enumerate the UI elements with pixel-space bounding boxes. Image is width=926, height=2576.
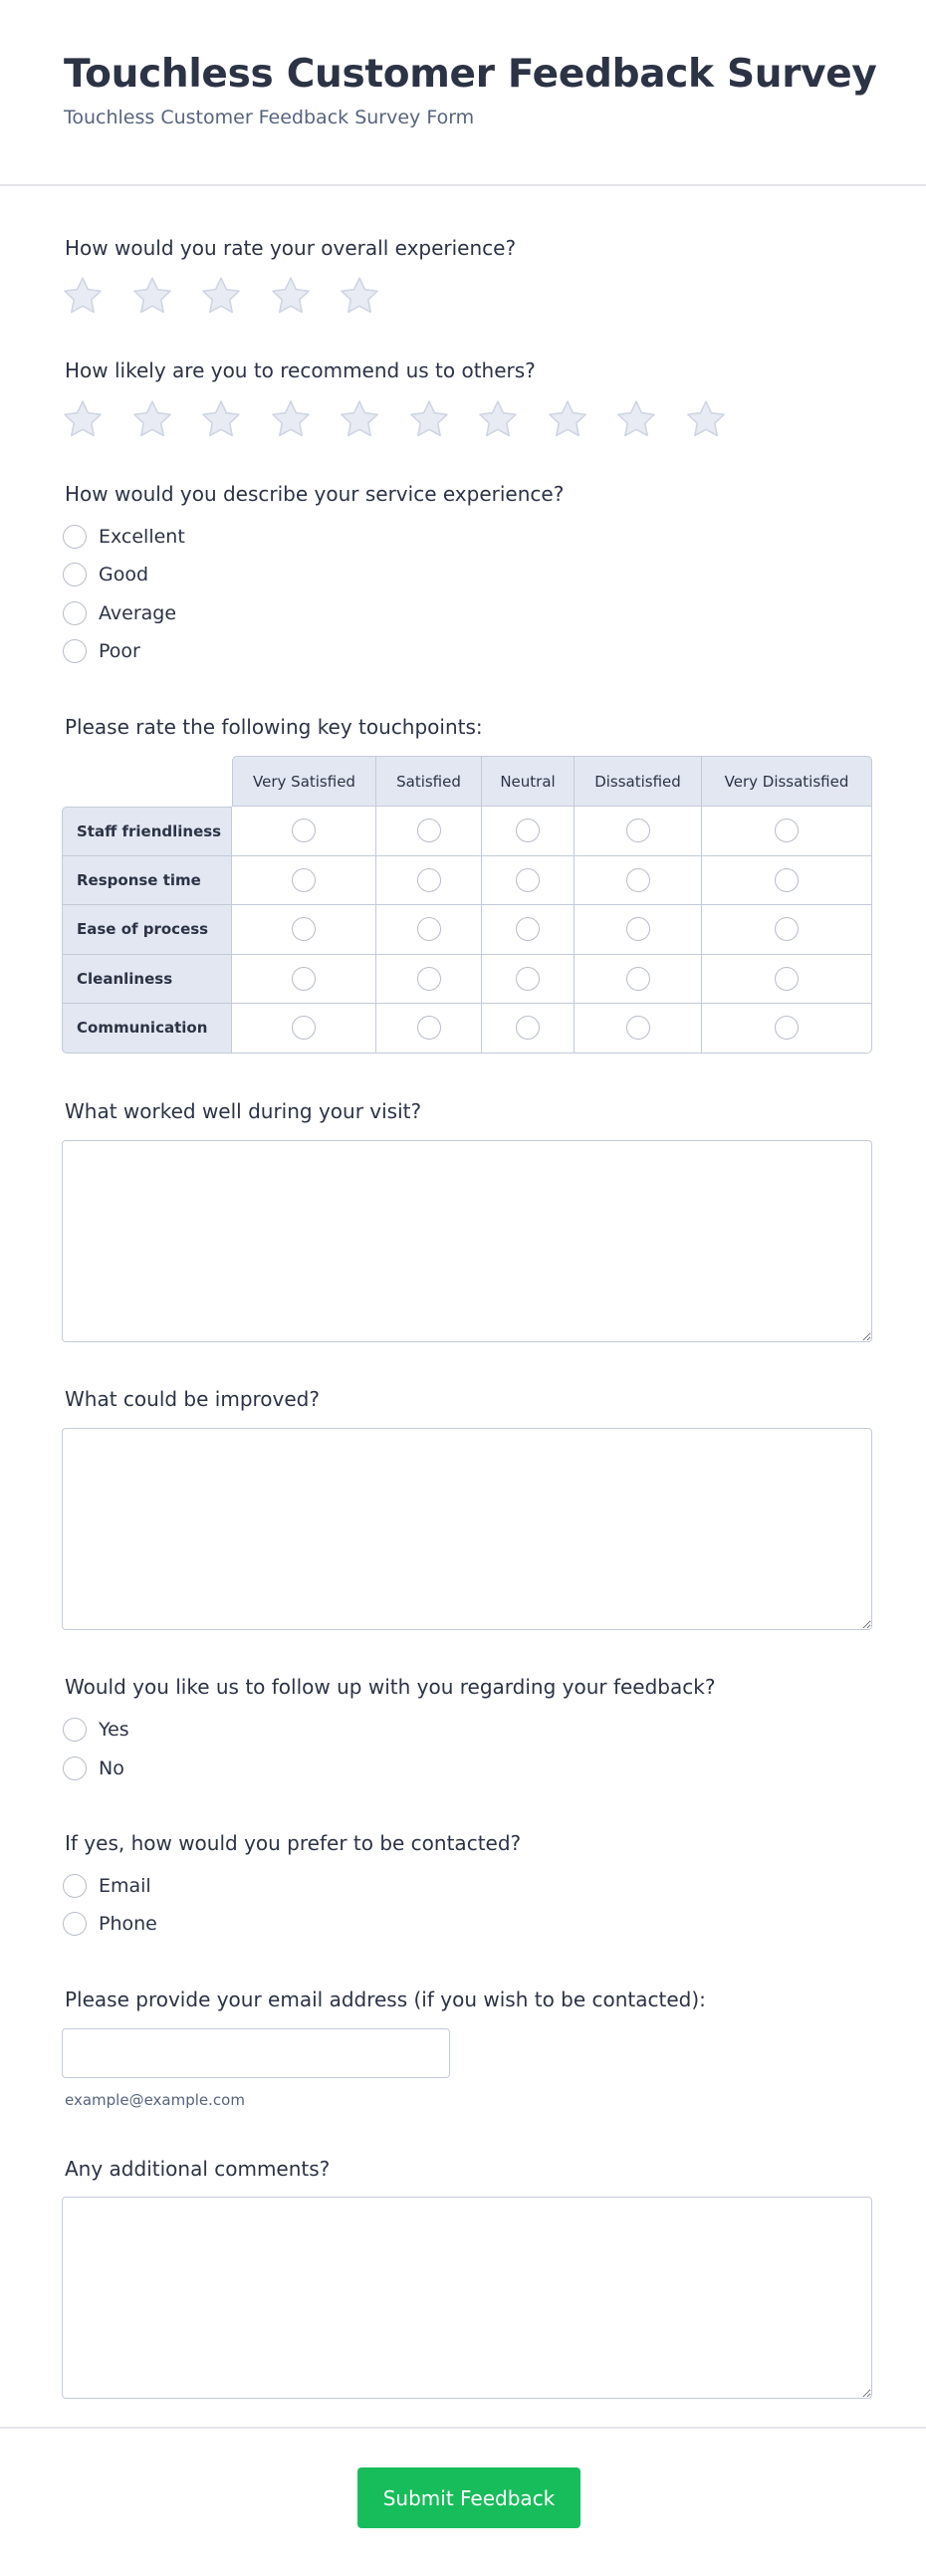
star-icon[interactable] [270, 398, 312, 440]
radio-button[interactable] [63, 1874, 87, 1898]
service-option-average[interactable] [63, 601, 176, 625]
matrix-cell[interactable] [376, 905, 482, 955]
matrix-cell[interactable] [575, 807, 702, 856]
radio-button[interactable] [516, 819, 540, 842]
matrix-row-label: Staff friendliness [62, 807, 232, 856]
form-header [0, 0, 926, 186]
matrix-cell[interactable] [232, 856, 376, 906]
service-option-excellent[interactable] [63, 525, 185, 549]
radio-button[interactable] [775, 967, 799, 991]
matrix-cell[interactable] [575, 955, 702, 1005]
matrix-cell[interactable] [702, 905, 872, 955]
service-option-poor[interactable] [63, 639, 140, 663]
matrix-row-label: Communication [62, 1004, 232, 1054]
matrix-row-staff-friendliness [62, 807, 872, 856]
radio-label: Email [99, 1875, 151, 1897]
form-content [0, 186, 926, 2427]
radio-label: Poor [99, 640, 140, 662]
matrix-cell[interactable] [232, 955, 376, 1005]
star-icon[interactable] [547, 398, 588, 440]
worked-well-label: What worked well during your visit? [65, 1099, 422, 1123]
radio-label: Average [99, 602, 177, 624]
matrix-cell[interactable] [376, 807, 482, 856]
worked-well-textarea[interactable] [62, 1140, 872, 1342]
radio-label: Yes [99, 1719, 129, 1741]
matrix-cell[interactable] [482, 955, 575, 1005]
radio-button[interactable] [63, 1756, 87, 1780]
radio-button[interactable] [292, 917, 316, 941]
page-subtitle: Touchless Customer Feedback Survey Form [64, 107, 475, 128]
radio-button[interactable] [516, 868, 540, 892]
star-icon[interactable] [685, 398, 727, 440]
submit-button[interactable]: Submit Feedback [357, 2467, 580, 2528]
matrix-col-neutral: Neutral [482, 756, 575, 807]
radio-button[interactable] [417, 868, 441, 892]
radio-button[interactable] [516, 917, 540, 941]
comments-textarea[interactable] [62, 2197, 872, 2399]
star-icon[interactable] [62, 398, 104, 440]
radio-button[interactable] [292, 967, 316, 991]
star-icon[interactable] [408, 398, 450, 440]
radio-button[interactable] [63, 1718, 87, 1742]
radio-button[interactable] [775, 1016, 799, 1040]
matrix-cell[interactable] [702, 955, 872, 1005]
radio-label: Excellent [99, 526, 185, 548]
service-experience-label: How would you describe your service experience? [65, 482, 565, 506]
star-icon[interactable] [270, 275, 312, 317]
radio-button[interactable] [417, 1016, 441, 1040]
radio-button[interactable] [63, 563, 87, 586]
touchpoints-matrix [62, 756, 872, 1054]
star-icon[interactable] [131, 398, 173, 440]
matrix-cell[interactable] [575, 905, 702, 955]
contact-option-phone[interactable] [63, 1912, 157, 1936]
contact-option-email[interactable] [63, 1874, 151, 1898]
email-sublabel: example@example.com [65, 2091, 245, 2109]
matrix-cell[interactable] [702, 856, 872, 906]
matrix-col-very-satisfied: Very Satisfied [232, 756, 376, 807]
matrix-cell[interactable] [482, 807, 575, 856]
overall-experience-rating [62, 275, 408, 317]
page-title: Touchless Customer Feedback Survey [64, 52, 877, 97]
follow-up-option-yes[interactable] [63, 1718, 129, 1742]
radio-button[interactable] [63, 1912, 87, 1936]
follow-up-label: Would you like us to follow up with you regarding your feedback? [65, 1675, 716, 1699]
radio-button[interactable] [63, 525, 87, 549]
matrix-row-label: Ease of process [62, 905, 232, 955]
star-icon[interactable] [339, 275, 380, 317]
comments-label: Any additional comments? [65, 2157, 331, 2181]
overall-experience-label: How would you rate your overall experience? [65, 236, 517, 260]
matrix-cell[interactable] [482, 905, 575, 955]
radio-button[interactable] [292, 1016, 316, 1040]
radio-button[interactable] [626, 917, 650, 941]
matrix-cell[interactable] [482, 856, 575, 906]
radio-button[interactable] [775, 868, 799, 892]
matrix-row-cleanliness [62, 955, 872, 1005]
star-icon[interactable] [200, 275, 242, 317]
matrix-cell[interactable] [232, 905, 376, 955]
improve-label: What could be improved? [65, 1387, 320, 1411]
radio-button[interactable] [775, 917, 799, 941]
matrix-row-label: Response time [62, 856, 232, 906]
matrix-row-ease-of-process [62, 905, 872, 955]
matrix-cell[interactable] [575, 1004, 702, 1054]
contact-method-label: If yes, how would you prefer to be contacted? [65, 1831, 522, 1855]
matrix-cell[interactable] [376, 856, 482, 906]
matrix-col-dissatisfied: Dissatisfied [575, 756, 702, 807]
touchpoints-label: Please rate the following key touchpoints: [65, 715, 483, 739]
matrix-row-response-time [62, 856, 872, 906]
radio-button[interactable] [626, 1016, 650, 1040]
radio-button[interactable] [516, 1016, 540, 1040]
matrix-col-very-dissatisfied: Very Dissatisfied [702, 756, 872, 807]
radio-button[interactable] [417, 917, 441, 941]
matrix-cell[interactable] [702, 807, 872, 856]
radio-button[interactable] [63, 601, 87, 625]
improve-textarea[interactable] [62, 1428, 872, 1630]
radio-button[interactable] [292, 819, 316, 842]
matrix-row-label: Cleanliness [62, 955, 232, 1005]
matrix-cell[interactable] [702, 1004, 872, 1054]
matrix-cell[interactable] [575, 856, 702, 906]
star-icon[interactable] [339, 398, 380, 440]
matrix-cell[interactable] [376, 955, 482, 1005]
matrix-cell[interactable] [376, 1004, 482, 1054]
matrix-corner [62, 756, 232, 807]
radio-button[interactable] [626, 967, 650, 991]
star-icon[interactable] [615, 398, 657, 440]
star-icon[interactable] [131, 275, 173, 317]
radio-button[interactable] [626, 819, 650, 842]
radio-button[interactable] [63, 639, 87, 663]
radio-label: No [99, 1757, 124, 1779]
star-icon[interactable] [200, 398, 242, 440]
radio-label: Phone [99, 1913, 157, 1935]
matrix-col-satisfied: Satisfied [376, 756, 482, 807]
radio-label: Good [99, 564, 149, 585]
service-option-good[interactable] [63, 563, 148, 586]
matrix-row-communication [62, 1004, 872, 1054]
radio-button[interactable] [292, 868, 316, 892]
follow-up-option-no[interactable] [63, 1756, 124, 1780]
radio-button[interactable] [417, 819, 441, 842]
email-label: Please provide your email address (if you wish to be contacted): [65, 1988, 706, 2011]
star-icon[interactable] [62, 275, 104, 317]
recommend-label: How likely are you to recommend us to others? [65, 358, 536, 382]
email-input[interactable] [62, 2028, 450, 2078]
radio-button[interactable] [775, 819, 799, 842]
matrix-cell[interactable] [232, 807, 376, 856]
matrix-cell[interactable] [482, 1004, 575, 1054]
radio-button[interactable] [516, 967, 540, 991]
recommend-rating [62, 398, 754, 440]
matrix-cell[interactable] [232, 1004, 376, 1054]
star-icon[interactable] [477, 398, 519, 440]
radio-button[interactable] [626, 868, 650, 892]
radio-button[interactable] [417, 967, 441, 991]
